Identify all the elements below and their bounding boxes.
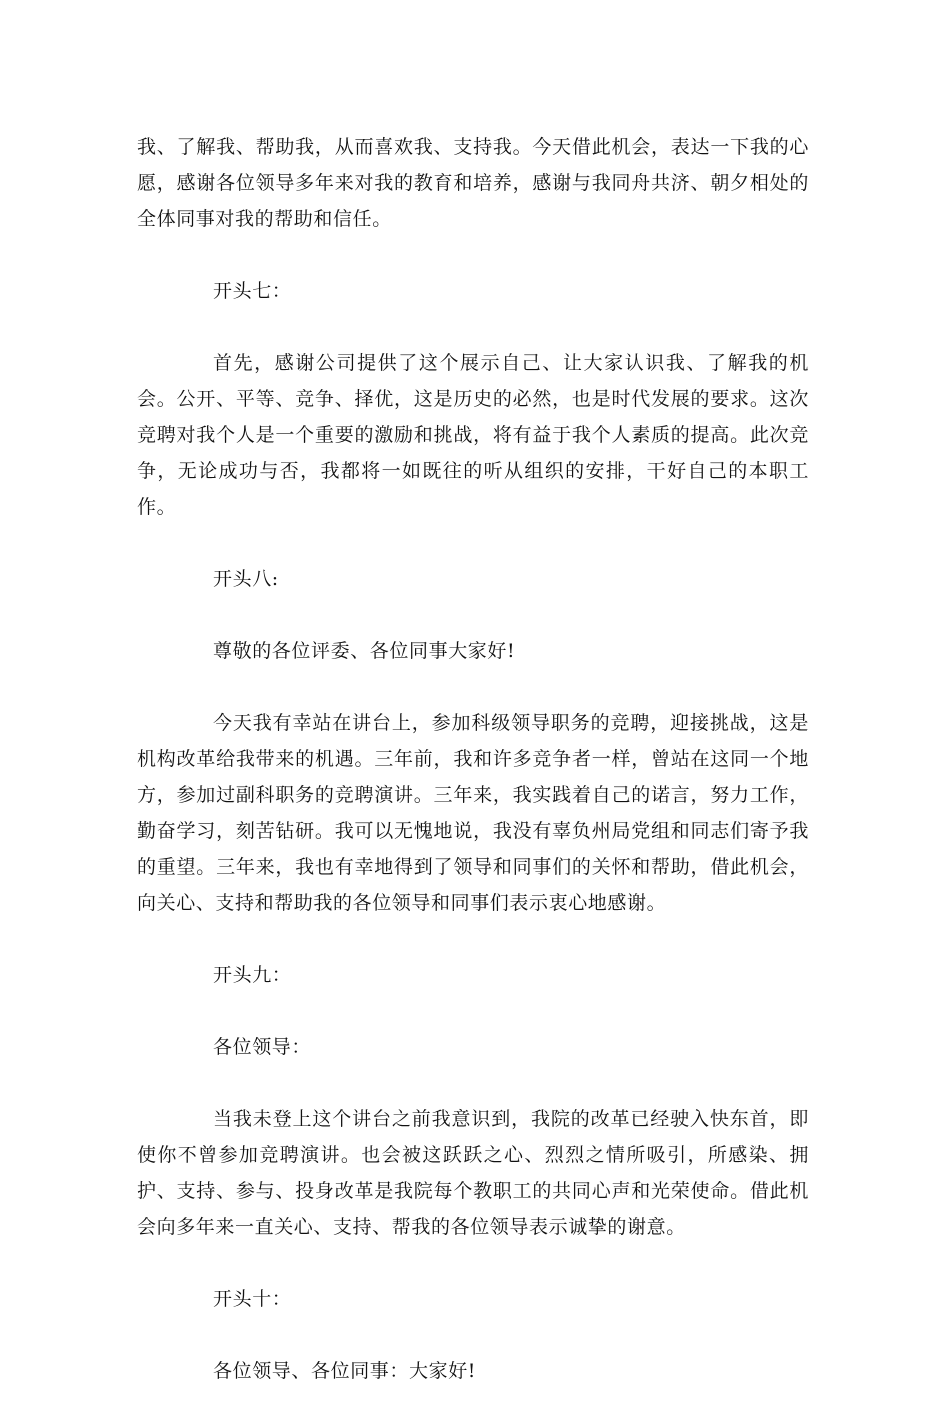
paragraph-opening-7: 首先，感谢公司提供了这个展示自己、让大家认识我、了解我的机会。公开、平等、竞争、择优，这是历史的必然，也是时代发展的要求。这次竞聘对我个人是一个重要的激励和挑战，将有益于我个人素质的提高。此次竞争，无论成功与否，我都将一如既往的听从组织的安排，干好自己的本职工作。 [137,352,809,518]
paragraph-continuation: 我、了解我、帮助我，从而喜欢我、支持我。今天借此机会，表达一下我的心愿，感谢各位领导多年来对我的教育和培养，感谢与我同舟共济、朝夕相处的全体同事对我的帮助和信任。 [137,136,809,230]
paragraph-opening-8: 今天我有幸站在讲台上，参加科级领导职务的竞聘，迎接挑战，这是机构改革给我带来的机遇。三年前，我和许多竞争者一样，曾站在这同一个地方，参加过副科职务的竞聘演讲。三年来，我实践着自己的诺言，努力工作，勤奋学习，刻苦钻研。我可以无愧地说，我没有辜负州局党组和同志们寄予我的重望。三年来，我也有幸地得到了领导和同事们的关怀和帮助，借此机会，向关心、支持和帮助我的各位领导和同事们表示衷心地感谢。 [137,712,809,914]
paragraph-opening-9: 当我未登上这个讲台之前我意识到，我院的改革已经驶入快东首，即使你不曾参加竞聘演讲。也会被这跃跃之心、烈烈之情所吸引，所感染、拥护、支持、参与、投身改革是我院每个教职工的共同心声和光荣使命。借此机会向多年来一直关心、支持、帮我的各位领导表示诚挚的谢意。 [137,1108,809,1238]
section-heading-8: 开头八: [213,568,279,590]
section-heading-10: 开头十： [213,1288,292,1310]
document-body [137,129,809,1425]
paragraph-greeting-10: 各位领导、各位同事：大家好! [213,1360,477,1382]
section-heading-9: 开头九： [213,964,292,986]
section-heading-7: 开头七： [213,280,292,302]
paragraph-greeting-9: 各位领导： [213,1036,312,1058]
paragraph-greeting-8: 尊敬的各位评委、各位同事大家好! [213,640,516,662]
